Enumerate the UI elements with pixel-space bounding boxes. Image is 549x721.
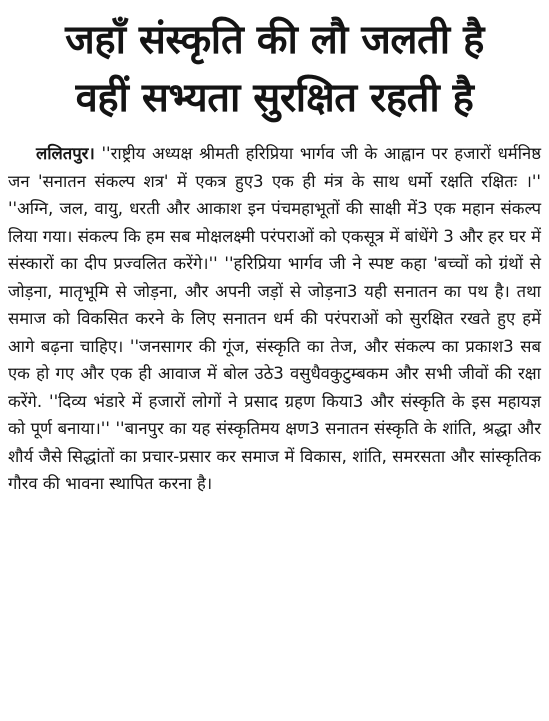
article-body <box>8 140 541 498</box>
article-text: ''राष्ट्रीय अध्यक्ष श्रीमती हरिप्रिया भार्गव जी के आह्वान पर हजारों धर्मनिष्ठ जन 'सनातन संकल्प शत्र' में एकत्र हुए3 एक ही मंत्र के साथ धर्मो रक्षति रक्षितः ।'' ''अग्नि, जल, वायु, धरती और आकाश इन पंचमहाभूतों की साक्षी में3 एक महान संकल्प लिया गया। संकल्प कि हम सब मोक्षलक्ष्मी परंपराओं को एकसूत्र में बांधेंगे 3 और हर घर में संस्कारों का दीप प्रज्वलित करेंगे।'' ''हरिप्रिया भार्गव जी ने स्पष्ट कहा 'बच्चों को ग्रंथों से जोड़ना, मातृभूमि से जोड़ना, और अपनी जड़ों से जोड़ना3 यही सनातन का पथ है। तथा समाज को विकसित करने के लिए सनातन धर्म की परंपराओं को सुरक्षित रखते हुए हमें आगे बढ़ना चाहिए। ''जनसागर की गूंज, संस्कृति का तेज, और संकल्प का प्रकाश3 सब एक हो गए और एक ही आवाज में बोल उठे3 वसुधैवकुटुम्बकम और सभी जीवों की रक्षा करेंगे. ''दिव्य भंडारे में हजारों लोगों ने प्रसाद ग्रहण किया3 और संस्कृति के इस महायज्ञ को पूर्ण बनाया।'' ''बानपुर का यह संस्कृतिमय क्षण3 सनातन संस्कृति के शांति, श्रद्धा और शौर्य जैसे सिद्धांतों का प्रचार-प्रसार कर समाज में विकास, शांति, समरसता और सांस्कृतिक गौरव की भावना स्थापित करना है। <box>8 144 541 493</box>
headline-line-2: वहीं सभ्यता सुरक्षित रहती है <box>75 75 474 121</box>
headline-line-1: जहाँ संस्कृति की लौ जलती है <box>65 17 484 63</box>
dateline: ललितपुर। <box>36 144 95 163</box>
